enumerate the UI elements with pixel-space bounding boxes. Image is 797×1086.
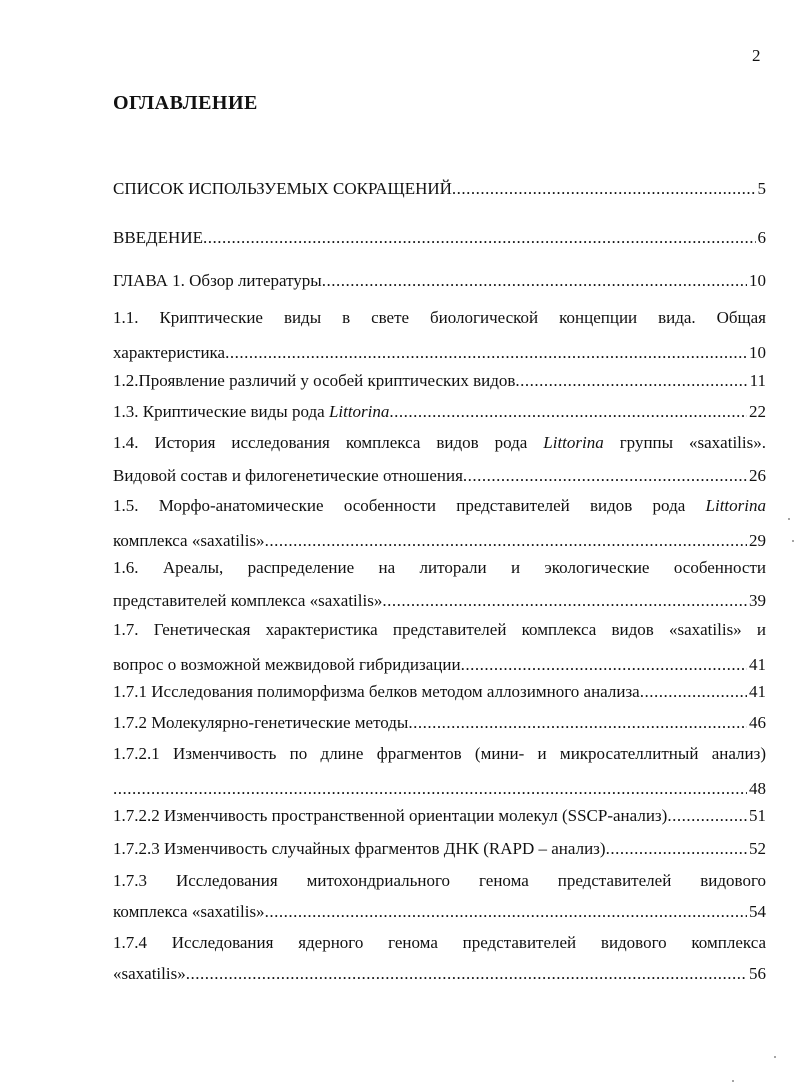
leader-dots	[203, 225, 756, 250]
toc-page-number: 52	[749, 839, 766, 858]
toc-entry-line1: 1.7.3 Исследования митохондриального генома представителей видового	[113, 871, 766, 890]
toc-entry-1-7-4	[113, 930, 766, 986]
toc-page-number: 54	[749, 902, 766, 921]
toc-entry-1-7-2	[113, 710, 766, 735]
toc-page-number: 11	[749, 371, 766, 390]
toc-entry-line1: 1.7.2.1 Изменчивость по длине фрагментов (мини- и микросателлитный анализ)	[113, 744, 766, 763]
toc-entry-text: ГЛАВА 1. Обзор литературы	[113, 271, 322, 290]
toc-entry-line1: 1.1. Криптические виды в свете биологической концепции вида. Общая	[113, 308, 766, 327]
toc-entry-1-6	[113, 555, 766, 613]
leader-dots	[322, 268, 747, 293]
toc-entry-introduction	[113, 225, 766, 250]
leader-dots	[265, 528, 747, 553]
toc-entry-text: комплекса «saxatilis»	[113, 531, 265, 550]
toc-entry-text: вопрос о возможной межвидовой гибридизации	[113, 655, 461, 674]
toc-entry-line1: 1.7. Генетическая характеристика представителей комплекса видов «saxatilis» и	[113, 620, 766, 639]
scan-speck	[774, 1056, 776, 1058]
toc-entry-text: 1.7.2.3 Изменчивость случайных фрагментов ДНК (RAPD – анализ)	[113, 839, 606, 858]
leader-dots	[113, 776, 747, 801]
toc-page-number: 29	[749, 531, 766, 550]
toc-entry-line1: 1.4. История исследования комплекса видов рода Littorina группы «saxatilis».	[113, 433, 766, 452]
toc-entry-1-7-2-1	[113, 741, 766, 801]
leader-dots	[186, 961, 747, 986]
toc-entry-1-5	[113, 493, 766, 553]
leader-dots	[515, 368, 747, 393]
toc-entry-text: 1.2.Проявление различий у особей криптических видов	[113, 371, 516, 390]
toc-page-number: 39	[749, 591, 766, 610]
leader-dots	[225, 340, 747, 365]
page-number: 2	[752, 46, 761, 65]
toc-entry-text: 1.7.1 Исследования полиморфизма белков методом аллозимного анализа	[113, 682, 640, 701]
toc-entry-text: ВВЕДЕНИЕ	[113, 228, 203, 247]
toc-page-number: 51	[749, 806, 766, 825]
leader-dots	[606, 836, 747, 861]
toc-entry-text: Видовой состав и филогенетические отношения	[113, 466, 463, 485]
leader-dots	[452, 176, 756, 201]
toc-page-number: 41	[749, 655, 766, 674]
scan-speck	[788, 518, 790, 520]
toc-entry-1-4	[113, 430, 766, 488]
toc-page-number: 26	[749, 466, 766, 485]
toc-page-number: 48	[749, 779, 766, 798]
toc-entry-line1: 1.5. Морфо-анатомические особенности представителей видов рода Littorina	[113, 496, 766, 515]
toc-entry-text: 1.3. Криптические виды рода Littorina	[113, 402, 390, 421]
toc-entry-line1: 1.7.4 Исследования ядерного генома представителей видового комплекса	[113, 933, 766, 952]
toc-entry-text: 1.7.2 Молекулярно-генетические методы	[113, 713, 409, 732]
scan-speck	[792, 540, 794, 542]
toc-page-number: 5	[757, 179, 766, 198]
toc-entry-text: 1.7.2.2 Изменчивость пространственной ориентации молекул (SSCP-анализ)	[113, 806, 668, 825]
toc-entry-1-1	[113, 305, 766, 365]
leader-dots	[667, 803, 747, 828]
toc-page-number: 46	[749, 713, 766, 732]
toc-entry-1-7-2-3	[113, 836, 766, 861]
toc-entry-chapter-1	[113, 268, 766, 293]
leader-dots	[463, 463, 747, 488]
toc-entry-text: представителей комплекса «saxatilis»	[113, 591, 383, 610]
leader-dots	[265, 899, 747, 924]
toc-entry-text: СПИСОК ИСПОЛЬЗУЕМЫХ СОКРАЩЕНИЙ	[113, 179, 452, 198]
toc-page-number: 22	[749, 402, 766, 421]
toc-page-number: 6	[757, 228, 766, 247]
scan-speck	[732, 1080, 734, 1082]
toc-page-number: 10	[749, 343, 766, 362]
toc-entry-1-7-2-2	[113, 803, 766, 828]
toc-page-number: 41	[749, 682, 766, 701]
toc-entry-line1: 1.6. Ареалы, распределение на литорали и экологические особенности	[113, 558, 766, 577]
toc-entry-1-2	[113, 368, 766, 393]
leader-dots	[640, 679, 747, 704]
toc-entry-1-7-1	[113, 679, 766, 704]
leader-dots	[408, 710, 747, 735]
page-title: ОГЛАВЛЕНИЕ	[113, 92, 258, 114]
toc-entry-1-3	[113, 399, 766, 424]
toc-entry-text: характеристика	[113, 343, 226, 362]
toc-page-number: 10	[749, 271, 766, 290]
leader-dots	[382, 588, 747, 613]
leader-dots	[389, 399, 747, 424]
leader-dots	[461, 652, 747, 677]
toc-entry-text: комплекса «saxatilis»	[113, 902, 265, 921]
toc-entry-1-7	[113, 617, 766, 677]
toc-page-number: 56	[749, 964, 766, 983]
toc-entry-1-7-3	[113, 868, 766, 924]
toc-entry-text: «saxatilis»	[113, 964, 186, 983]
toc-entry-abbreviations	[113, 176, 766, 201]
